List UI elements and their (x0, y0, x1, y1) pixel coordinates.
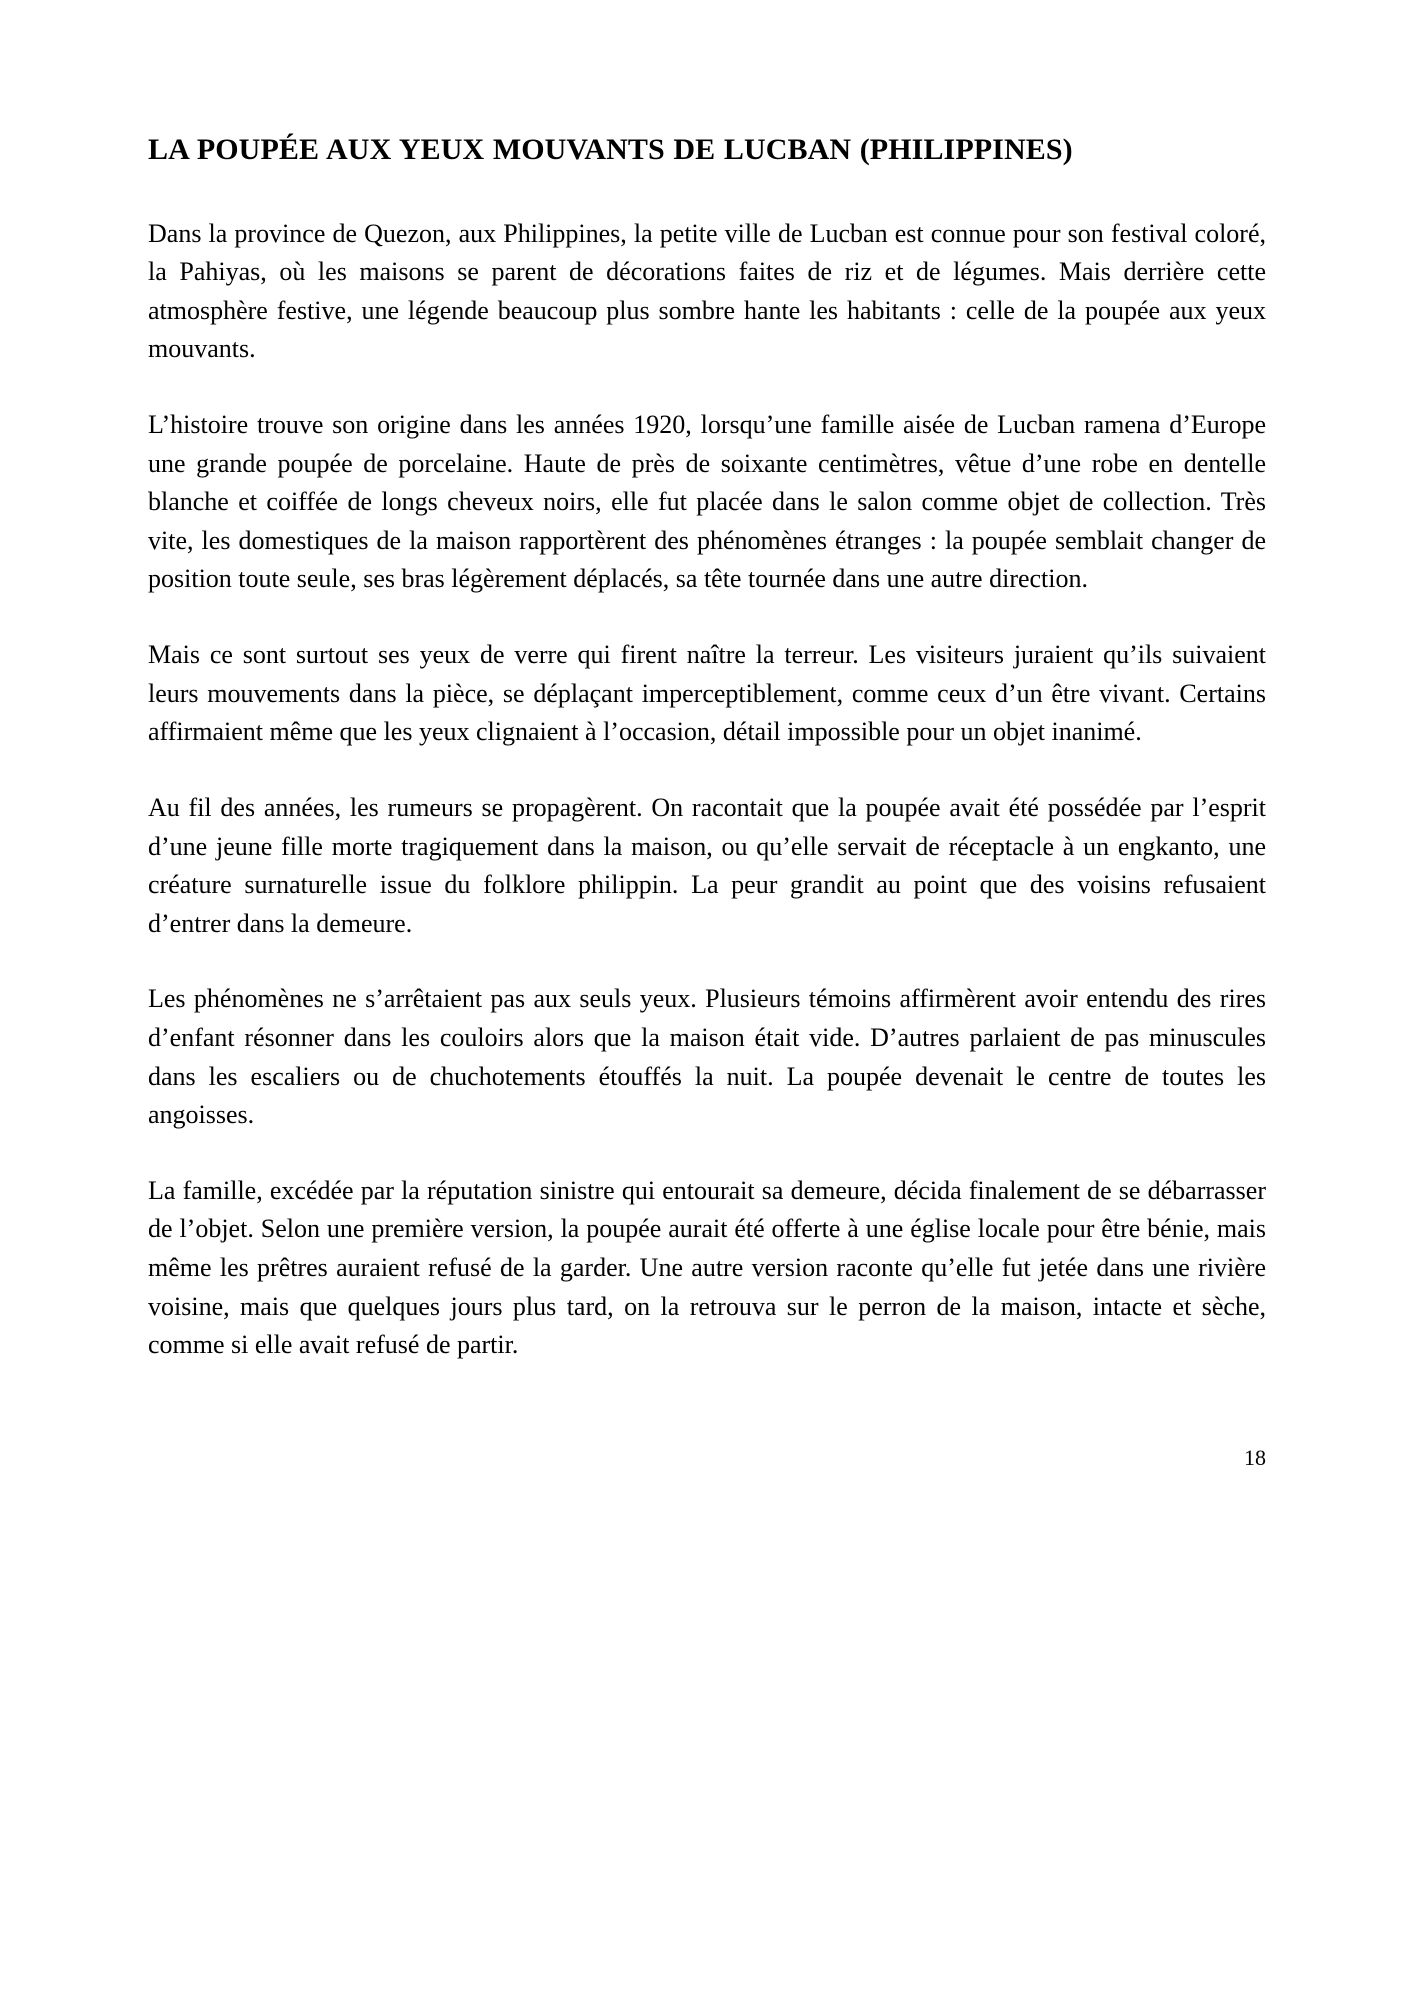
body-paragraph: L’histoire trouve son origine dans les années 1920, lorsqu’une famille aisée de Lucban ramena d’Europe une grande poupée de porcelaine. Haute de près de soixante centimètres, vêtue d’une robe en dentelle blanche et coiffée de longs cheveux noirs, elle fut placée dans le salon comme objet de collection. Très vite, les domestiques de la maison rapportèrent des phénomènes étranges : la poupée semblait changer de position toute seule, ses bras légèrement déplacés, sa tête tournée dans une autre direction. (148, 410, 1266, 594)
page-number: 18 (1244, 1445, 1266, 1470)
body-paragraph: Les phénomènes ne s’arrêtaient pas aux seuls yeux. Plusieurs témoins affirmèrent avoir entendu des rires d’enfant résonner dans les couloirs alors que la maison était vide. D’autres parlaient de pas minuscules dans les escaliers ou de chuchotements étouffés la nuit. La poupée devenait le centre de toutes les angoisses. (148, 984, 1266, 1130)
page-title: LA POUPÉE AUX YEUX MOUVANTS DE LUCBAN (PHILIPPINES) (148, 133, 1073, 166)
page-content (148, 132, 1266, 1365)
body-paragraph: La famille, excédée par la réputation sinistre qui entourait sa demeure, décida finalement de se débarrasser de l’objet. Selon une première version, la poupée aurait été offerte à une église locale pour être bénie, mais même les prêtres auraient refusé de la garder. Une autre version raconte qu’elle fut jetée dans une rivière voisine, mais que quelques jours plus tard, on la retrouva sur le perron de la maison, intacte et sèche, comme si elle avait refusé de partir. (148, 1175, 1266, 1360)
body-paragraph: Dans la province de Quezon, aux Philippines, la petite ville de Lucban est connue pour son festival coloré, la Pahiyas, où les maisons se parent de décorations faites de riz et de légumes. Mais derrière cette atmosphère festive, une légende beaucoup plus sombre hante les habitants : celle de la poupée aux yeux mouvants. (148, 218, 1266, 364)
body-paragraph: Au fil des années, les rumeurs se propagèrent. On racontait que la poupée avait été possédée par l’esprit d’une jeune fille morte tragiquement dans la maison, ou qu’elle servait de réceptacle à un engkanto, une créature surnaturelle issue du folklore philippin. La peur grandit au point que des voisins refusaient d’entrer dans la demeure. (148, 792, 1266, 938)
body-paragraph: Mais ce sont surtout ses yeux de verre qui firent naître la terreur. Les visiteurs juraient qu’ils suivaient leurs mouvements dans la pièce, se déplaçant imperceptiblement, comme ceux d’un être vivant. Certains affirmaient même que les yeux clignaient à l’occasion, détail impossible pour un objet inanimé. (148, 640, 1266, 747)
